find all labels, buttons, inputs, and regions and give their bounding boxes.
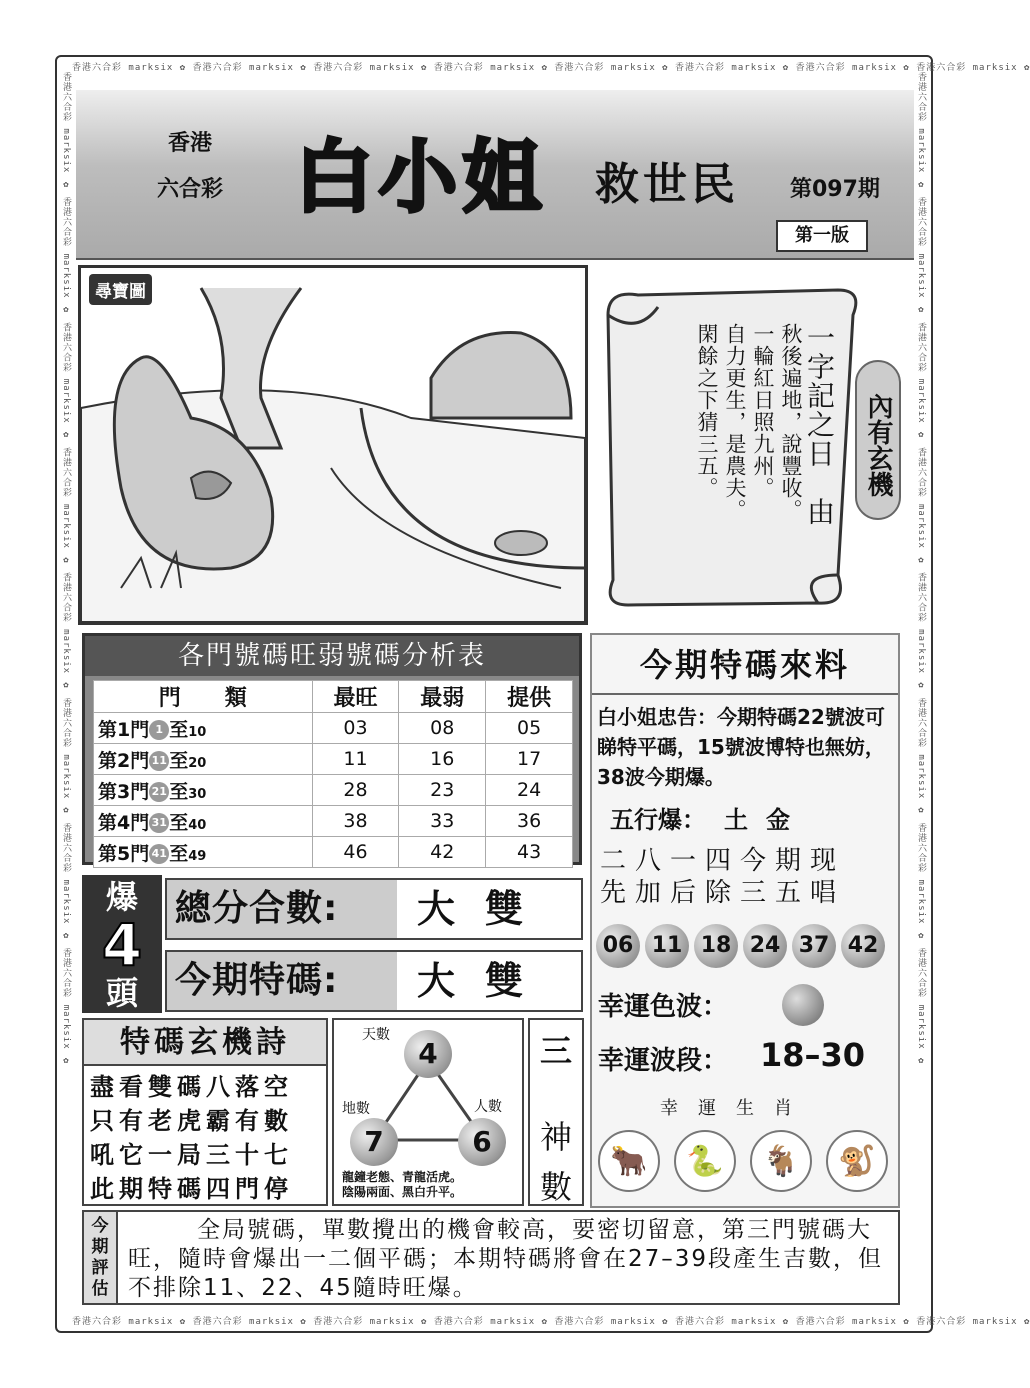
number-ball: 18 [694,924,738,968]
number-ball: 42 [841,924,885,968]
riddle-scroll [598,285,863,610]
hidden-meaning-badge: 內有玄機 [855,360,901,520]
human-number: 6 [458,1118,506,1166]
evaluation-tag: 今期評估 [84,1212,118,1303]
poem-line: 此期特碼四門停 [90,1175,293,1203]
poem-line: 吼它一局三十七 [90,1141,293,1169]
evaluation-box [82,1210,900,1305]
analysis-table [82,633,582,865]
lucky-range-label: 幸運波段： [598,1046,729,1076]
triangle-note: 龍鐘老態、青龍活虎。 陰陽兩面、黑白升平。 [342,1170,463,1199]
col-hot: 最旺 [312,681,399,713]
triangle-box: 天數 地數 人數 4 7 6 龍鐘老態、青龍活虎。 陰陽兩面、黑白升平。 [332,1018,524,1206]
poem-title: 特碼玄機詩 [84,1020,326,1066]
table-row: 第2門 11 至20 11 16 17 [94,744,573,775]
col-door: 門 類 [94,681,313,713]
goat-icon: 🐐 [750,1130,812,1192]
lucky-color-ball [782,984,824,1026]
shenshu-box: 三 神 數 [528,1018,584,1206]
number-ball: 06 [596,924,640,968]
number-ball: 37 [792,924,836,968]
monkey-icon: 🐒 [826,1130,888,1192]
analysis-grid [93,680,573,868]
watermark-right: 香港六合彩 marksix ✿ 香港六合彩 marksix ✿ 香港六合彩 marksix ✿ 香港六合彩 marksix ✿ 香港六合彩 marksix ✿ 香港六合彩 marksix ✿ 香港六合彩 marksix ✿ 香港六合彩 marksix ✿ [916,72,926,1068]
poem-box [82,1018,328,1206]
poem-line: 盡看雙碼八落空 [90,1073,293,1101]
watermark-bottom: 香港六合彩 marksix ✿ 香港六合彩 marksix ✿ 香港六合彩 marksix ✿ 香港六合彩 marksix ✿ 香港六合彩 marksix ✿ 香港六合彩 marksix ✿ 香港六合彩 marksix ✿ 香港六合彩 marksix ✿ [72,1317,1030,1327]
table-row: 第4門 31 至40 38 33 36 [94,806,573,837]
table-row: 第3門 21 至30 28 23 24 [94,775,573,806]
burst-badge: 爆 4 頭 [82,875,162,1013]
table-row: 第1門 1 至10 03 08 05 [94,713,573,744]
page-title: 白小姐 [295,133,548,223]
analysis-title: 各門號碼旺弱號碼分析表 [85,636,579,676]
col-cold: 最弱 [399,681,486,713]
advice-text: 白小姐忠告：今期特碼22號波可睇特平碼，15號波博特也無妨，38波今期爆。 [597,705,885,789]
evaluation-text: 全局號碼，單數攪出的機會較高，要密切留意，第三門號碼大旺，隨時會爆出一二個平碼；本期特碼將會在27–39段產生吉數，但不排除11、22、45隨時旺爆。 [128,1217,884,1301]
watermark-left: 香港六合彩 marksix ✿ 香港六合彩 marksix ✿ 香港六合彩 marksix ✿ 香港六合彩 marksix ✿ 香港六合彩 marksix ✿ 香港六合彩 marksix ✿ 香港六合彩 marksix ✿ 香港六合彩 marksix ✿ [61,72,71,1068]
total-sum-bar: 總分合數: 大雙 [165,878,583,940]
watermark-top: 香港六合彩 marksix ✿ 香港六合彩 marksix ✿ 香港六合彩 marksix ✿ 香港六合彩 marksix ✿ 香港六合彩 marksix ✿ 香港六合彩 marksix ✿ 香港六合彩 marksix ✿ 香港六合彩 marksix ✿ [72,63,1030,73]
lucky-range-value: 18–30 [760,1036,866,1074]
wuxing-row: 五行爆： 土 金 [610,806,790,834]
region-label: 香港 六合彩 [156,130,223,202]
treasure-map-label: 尋寶圖 [89,274,152,305]
number-ball: 24 [743,924,787,968]
lucky-color-label: 幸運色波： [598,992,729,1022]
special-code-bar: 今期特碼: 大雙 [165,950,583,1012]
zodiac-title: 幸運生肖 [660,1098,812,1119]
number-balls [596,924,896,966]
treasure-map [78,265,588,625]
treasure-map-illustration [81,268,585,622]
table-row: 第5門 41 至49 46 42 43 [94,837,573,868]
snake-icon: 🐍 [674,1130,736,1192]
edition-badge: 第一版 [776,220,868,252]
col-offer: 提供 [486,681,573,713]
handwritten-hint: 二八一四今期现 先加后除三五唱 [600,846,846,908]
ox-icon: 🐂 [598,1130,660,1192]
issue-number: 第097期 [790,177,880,202]
number-ball: 11 [645,924,689,968]
page-subtitle: 救世民 [595,159,739,210]
poem-line: 只有老虎霸有數 [90,1107,293,1135]
earth-number: 7 [350,1118,398,1166]
riddle-text: 一字記之日 由 秋後遍地，說豐收。 一輪紅日照九州。 自力更生，是農夫。 閑餘之下猜三五。 [695,323,836,526]
heaven-number: 4 [404,1030,452,1078]
special-heading: 今期特碼來料 [592,635,898,695]
